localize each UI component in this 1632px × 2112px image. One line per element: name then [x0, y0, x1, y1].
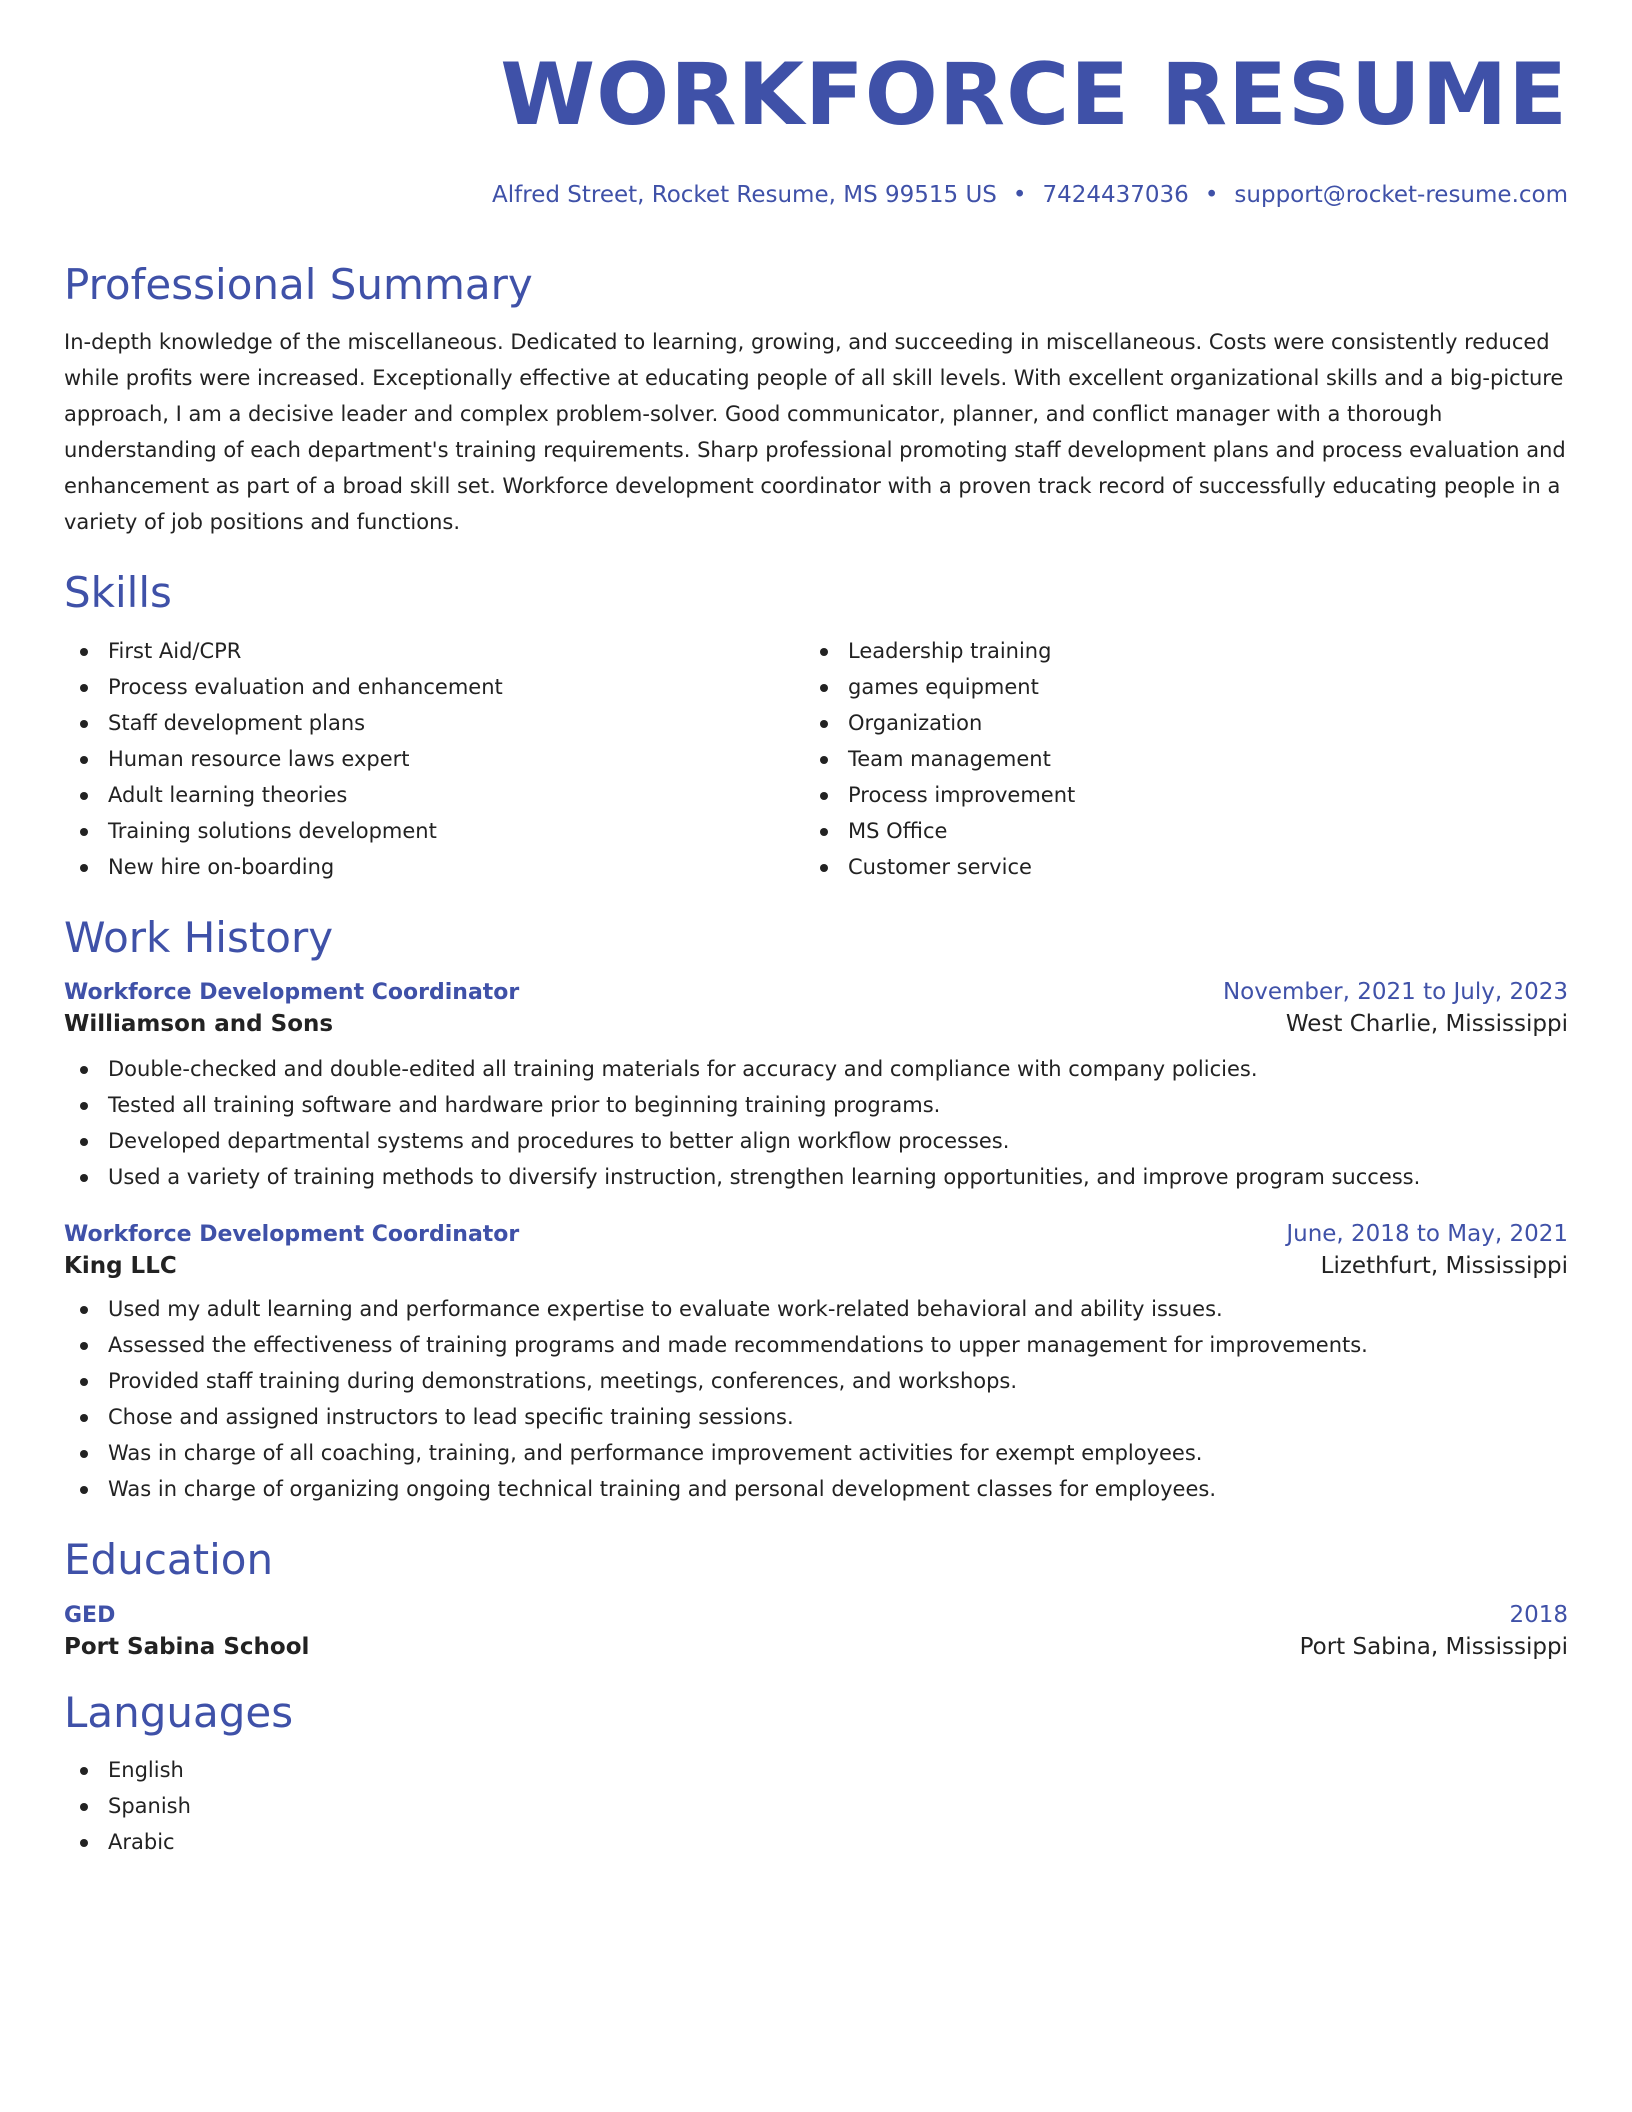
- summary-section: [64, 260, 1568, 540]
- skills-section: [64, 568, 1568, 884]
- skill-item: Adult learning theories: [64, 777, 804, 813]
- job-entry: [64, 1221, 1568, 1507]
- education-year: 2018: [1509, 1601, 1568, 1628]
- language-item: English: [64, 1752, 1568, 1788]
- job-entry: [64, 979, 1568, 1195]
- contact-line: [492, 182, 1568, 208]
- skill-item: Customer service: [804, 849, 1544, 885]
- job-bullet: Was in charge of organizing ongoing technical training and personal development classes for employees.: [64, 1471, 1568, 1507]
- education-entry: [64, 1602, 1568, 1660]
- skill-item: Team management: [804, 741, 1544, 777]
- job-bullet: Used a variety of training methods to diversify instruction, strengthen learning opportunities, and improve program success.: [64, 1159, 1568, 1195]
- skills-column-right: [804, 633, 1544, 885]
- job-bullet: Chose and assigned instructors to lead specific training sessions.: [64, 1399, 1568, 1435]
- education-school: Port Sabina School: [64, 1633, 310, 1660]
- job-location: Lizethfurt, Mississippi: [1320, 1253, 1568, 1280]
- skill-item: Leadership training: [804, 633, 1544, 669]
- contact-separator: •: [1012, 182, 1027, 208]
- skill-item: Process evaluation and enhancement: [64, 669, 804, 705]
- skill-item: First Aid/CPR: [64, 633, 804, 669]
- language-item: Spanish: [64, 1788, 1568, 1824]
- job-dates: June, 2018 to May, 2021: [1286, 1221, 1568, 1248]
- job-bullet: Provided staff training during demonstrations, meetings, conferences, and workshops.: [64, 1363, 1568, 1399]
- work-history-section: [64, 913, 1568, 1507]
- languages-title: Languages: [64, 1687, 294, 1737]
- skill-item: Staff development plans: [64, 705, 804, 741]
- skill-item: Organization: [804, 705, 1544, 741]
- job-bullet: Double-checked and double-edited all training materials for accuracy and compliance with company policies.: [64, 1051, 1568, 1087]
- job-company: King LLC: [64, 1253, 177, 1280]
- contact-address: Alfred Street, Rocket Resume, MS 99515 US: [492, 182, 997, 208]
- job-title: Workforce Development Coordinator: [64, 980, 520, 1006]
- job-bullet: Developed departmental systems and procedures to better align workflow processes.: [64, 1123, 1568, 1159]
- education-degree: GED: [64, 1602, 116, 1628]
- skill-item: games equipment: [804, 669, 1544, 705]
- job-location: West Charlie, Mississippi: [1285, 1011, 1568, 1038]
- job-bullet: Was in charge of all coaching, training, and performance improvement activities for exempt employees.: [64, 1435, 1568, 1471]
- language-item: Arabic: [64, 1824, 1568, 1860]
- job-dates: November, 2021 to July, 2023: [1222, 979, 1568, 1006]
- skills-column-left: [64, 633, 804, 885]
- work-history-title: Work History: [64, 912, 334, 962]
- skill-item: Process improvement: [804, 777, 1544, 813]
- skills-grid: [64, 633, 1568, 885]
- job-bullet: Used my adult learning and performance expertise to evaluate work-related behavioral and ability issues.: [64, 1291, 1568, 1327]
- job-company: Williamson and Sons: [64, 1011, 334, 1038]
- job-bullet: Tested all training software and hardware prior to beginning training programs.: [64, 1087, 1568, 1123]
- education-location: Port Sabina, Mississippi: [1299, 1633, 1568, 1660]
- resume-name: WORKFORCE RESUME: [500, 45, 1568, 145]
- education-section: [64, 1535, 1568, 1659]
- contact-separator: •: [1204, 182, 1219, 208]
- skills-title: Skills: [64, 568, 172, 618]
- summary-title: Professional Summary: [64, 260, 533, 309]
- job-bullet: Assessed the effectiveness of training programs and made recommendations to upper management for improvements.: [64, 1327, 1568, 1363]
- resume-content: [64, 260, 1568, 1860]
- skill-item: MS Office: [804, 813, 1544, 849]
- languages-section: [64, 1688, 1568, 1860]
- skill-item: New hire on-boarding: [64, 849, 804, 885]
- contact-email: support@rocket-resume.com: [1234, 182, 1568, 208]
- summary-text: In-depth knowledge of the miscellaneous. Dedicated to learning, growing, and succeeding in miscellaneous. Costs were consistently reduced while profits were increased. Exceptionally effective at educating people of all skill levels. With excellent organizational skills and a big-picture approach, I am a decisive leader and complex problem-solver. Good communicator, planner, and conflict manager with a thorough understanding of each department's training requirements. Sharp professional promoting staff development plans and process evaluation and enhancement as part of a broad skill set. Workforce development coordinator with a proven track record of successfully educating people in a variety of job positions and functions.: [64, 330, 1566, 535]
- skill-item: Training solutions development: [64, 813, 804, 849]
- contact-phone: 7424437036: [1042, 182, 1189, 208]
- job-title: Workforce Development Coordinator: [64, 1222, 520, 1248]
- education-title: Education: [64, 1535, 274, 1585]
- skill-item: Human resource laws expert: [64, 741, 804, 777]
